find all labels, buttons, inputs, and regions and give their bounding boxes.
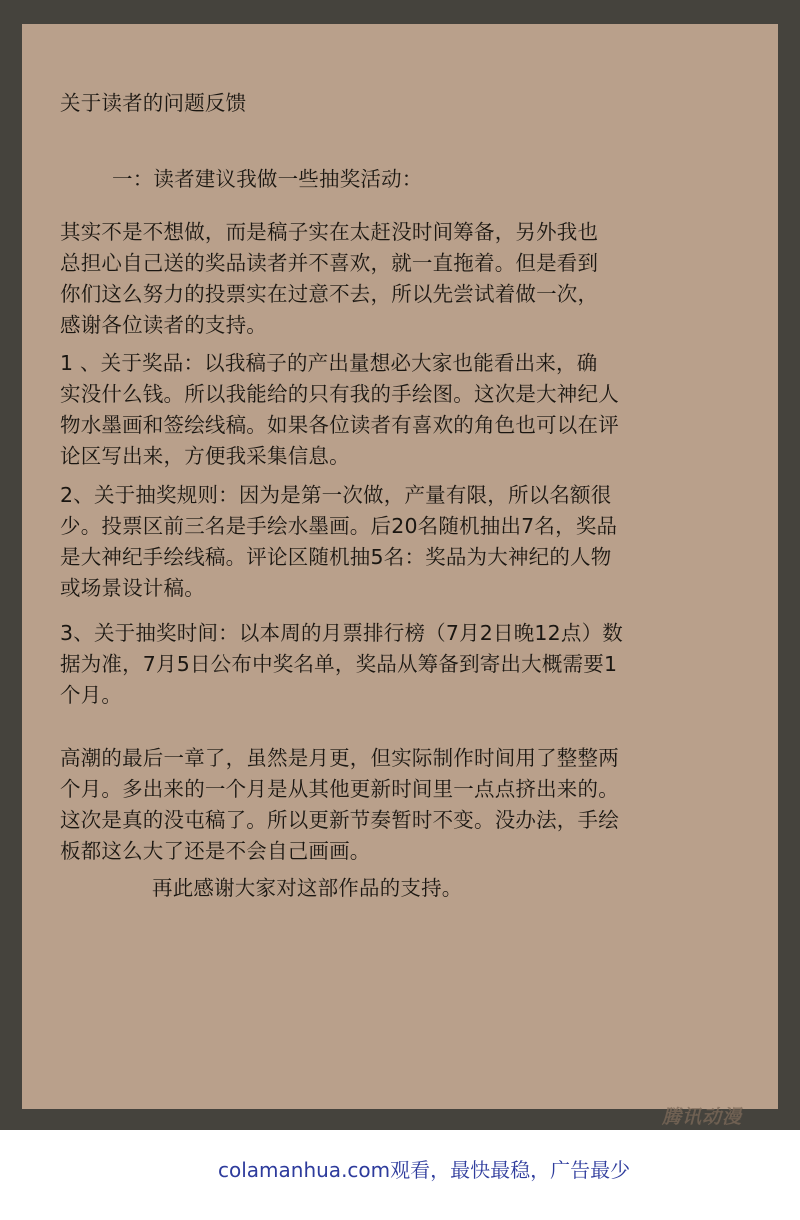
text-line: 高潮的最后一章了，虽然是月更，但实际制作时间用了整整两 [60, 746, 619, 770]
text-line: 物水墨画和签绘线稿。如果各位读者有喜欢的角色也可以在评 [60, 413, 619, 437]
paragraph-intro [60, 217, 760, 341]
tencent-comic-watermark: 腾讯动漫 [661, 1106, 742, 1128]
paragraph-time [60, 618, 760, 711]
text-line: 感谢各位读者的支持。 [60, 313, 267, 337]
text-line: 实没什么钱。所以我能给的只有我的手绘图。这次是大神纪人 [60, 382, 619, 406]
text-line: 少。投票区前三名是手绘水墨画。后20名随机抽出7名，奖品 [60, 514, 618, 538]
paper-note [22, 24, 778, 1128]
text-line: 2、关于抽奖规则：因为是第一次做，产量有限，所以名额很 [60, 483, 612, 507]
paragraph-rules [60, 480, 760, 604]
text-line: 据为准，7月5日公布中奖名单，奖品从筹备到寄出大概需要1 [60, 652, 618, 676]
text-line: 你们这么努力的投票实在过意不去，所以先尝试着做一次， [60, 282, 599, 306]
text-line: 论区写出来，方便我采集信息。 [60, 444, 350, 468]
paragraph-update [60, 743, 760, 867]
text-line: 个月。 [60, 683, 123, 707]
text-line: 个月。多出来的一个月是从其他更新时间里一点点挤出来的。 [60, 777, 619, 801]
closing-line: 再此感谢大家对这部作品的支持。 [152, 876, 463, 900]
text-line: 总担心自己送的奖品读者并不喜欢，就一直拖着。但是看到 [60, 251, 599, 275]
text-line: 其实不是不想做，而是稿子实在太赶没时间筹备，另外我也 [60, 220, 599, 244]
site-footer-link[interactable]: colamanhua.com观看，最快最稳，广告最少 [218, 1158, 631, 1182]
text-line: 板都这么大了还是不会自己画画。 [60, 839, 371, 863]
note-subtitle: 一：读者建议我做一些抽奖活动： [112, 167, 423, 191]
text-line: 或场景设计稿。 [60, 576, 205, 600]
text-line: 3、关于抽奖时间：以本周的月票排行榜（7月2日晚12点）数 [60, 621, 624, 645]
text-line: 1 、关于奖品：以我稿子的产出量想必大家也能看出来，确 [60, 351, 598, 375]
text-line: 是大神纪手绘线稿。评论区随机抽5名：奖品为大神纪的人物 [60, 545, 612, 569]
note-title: 关于读者的问题反馈 [60, 91, 247, 115]
paragraph-prizes [60, 348, 760, 472]
text-line: 这次是真的没屯稿了。所以更新节奏暂时不变。没办法，手绘 [60, 808, 619, 832]
